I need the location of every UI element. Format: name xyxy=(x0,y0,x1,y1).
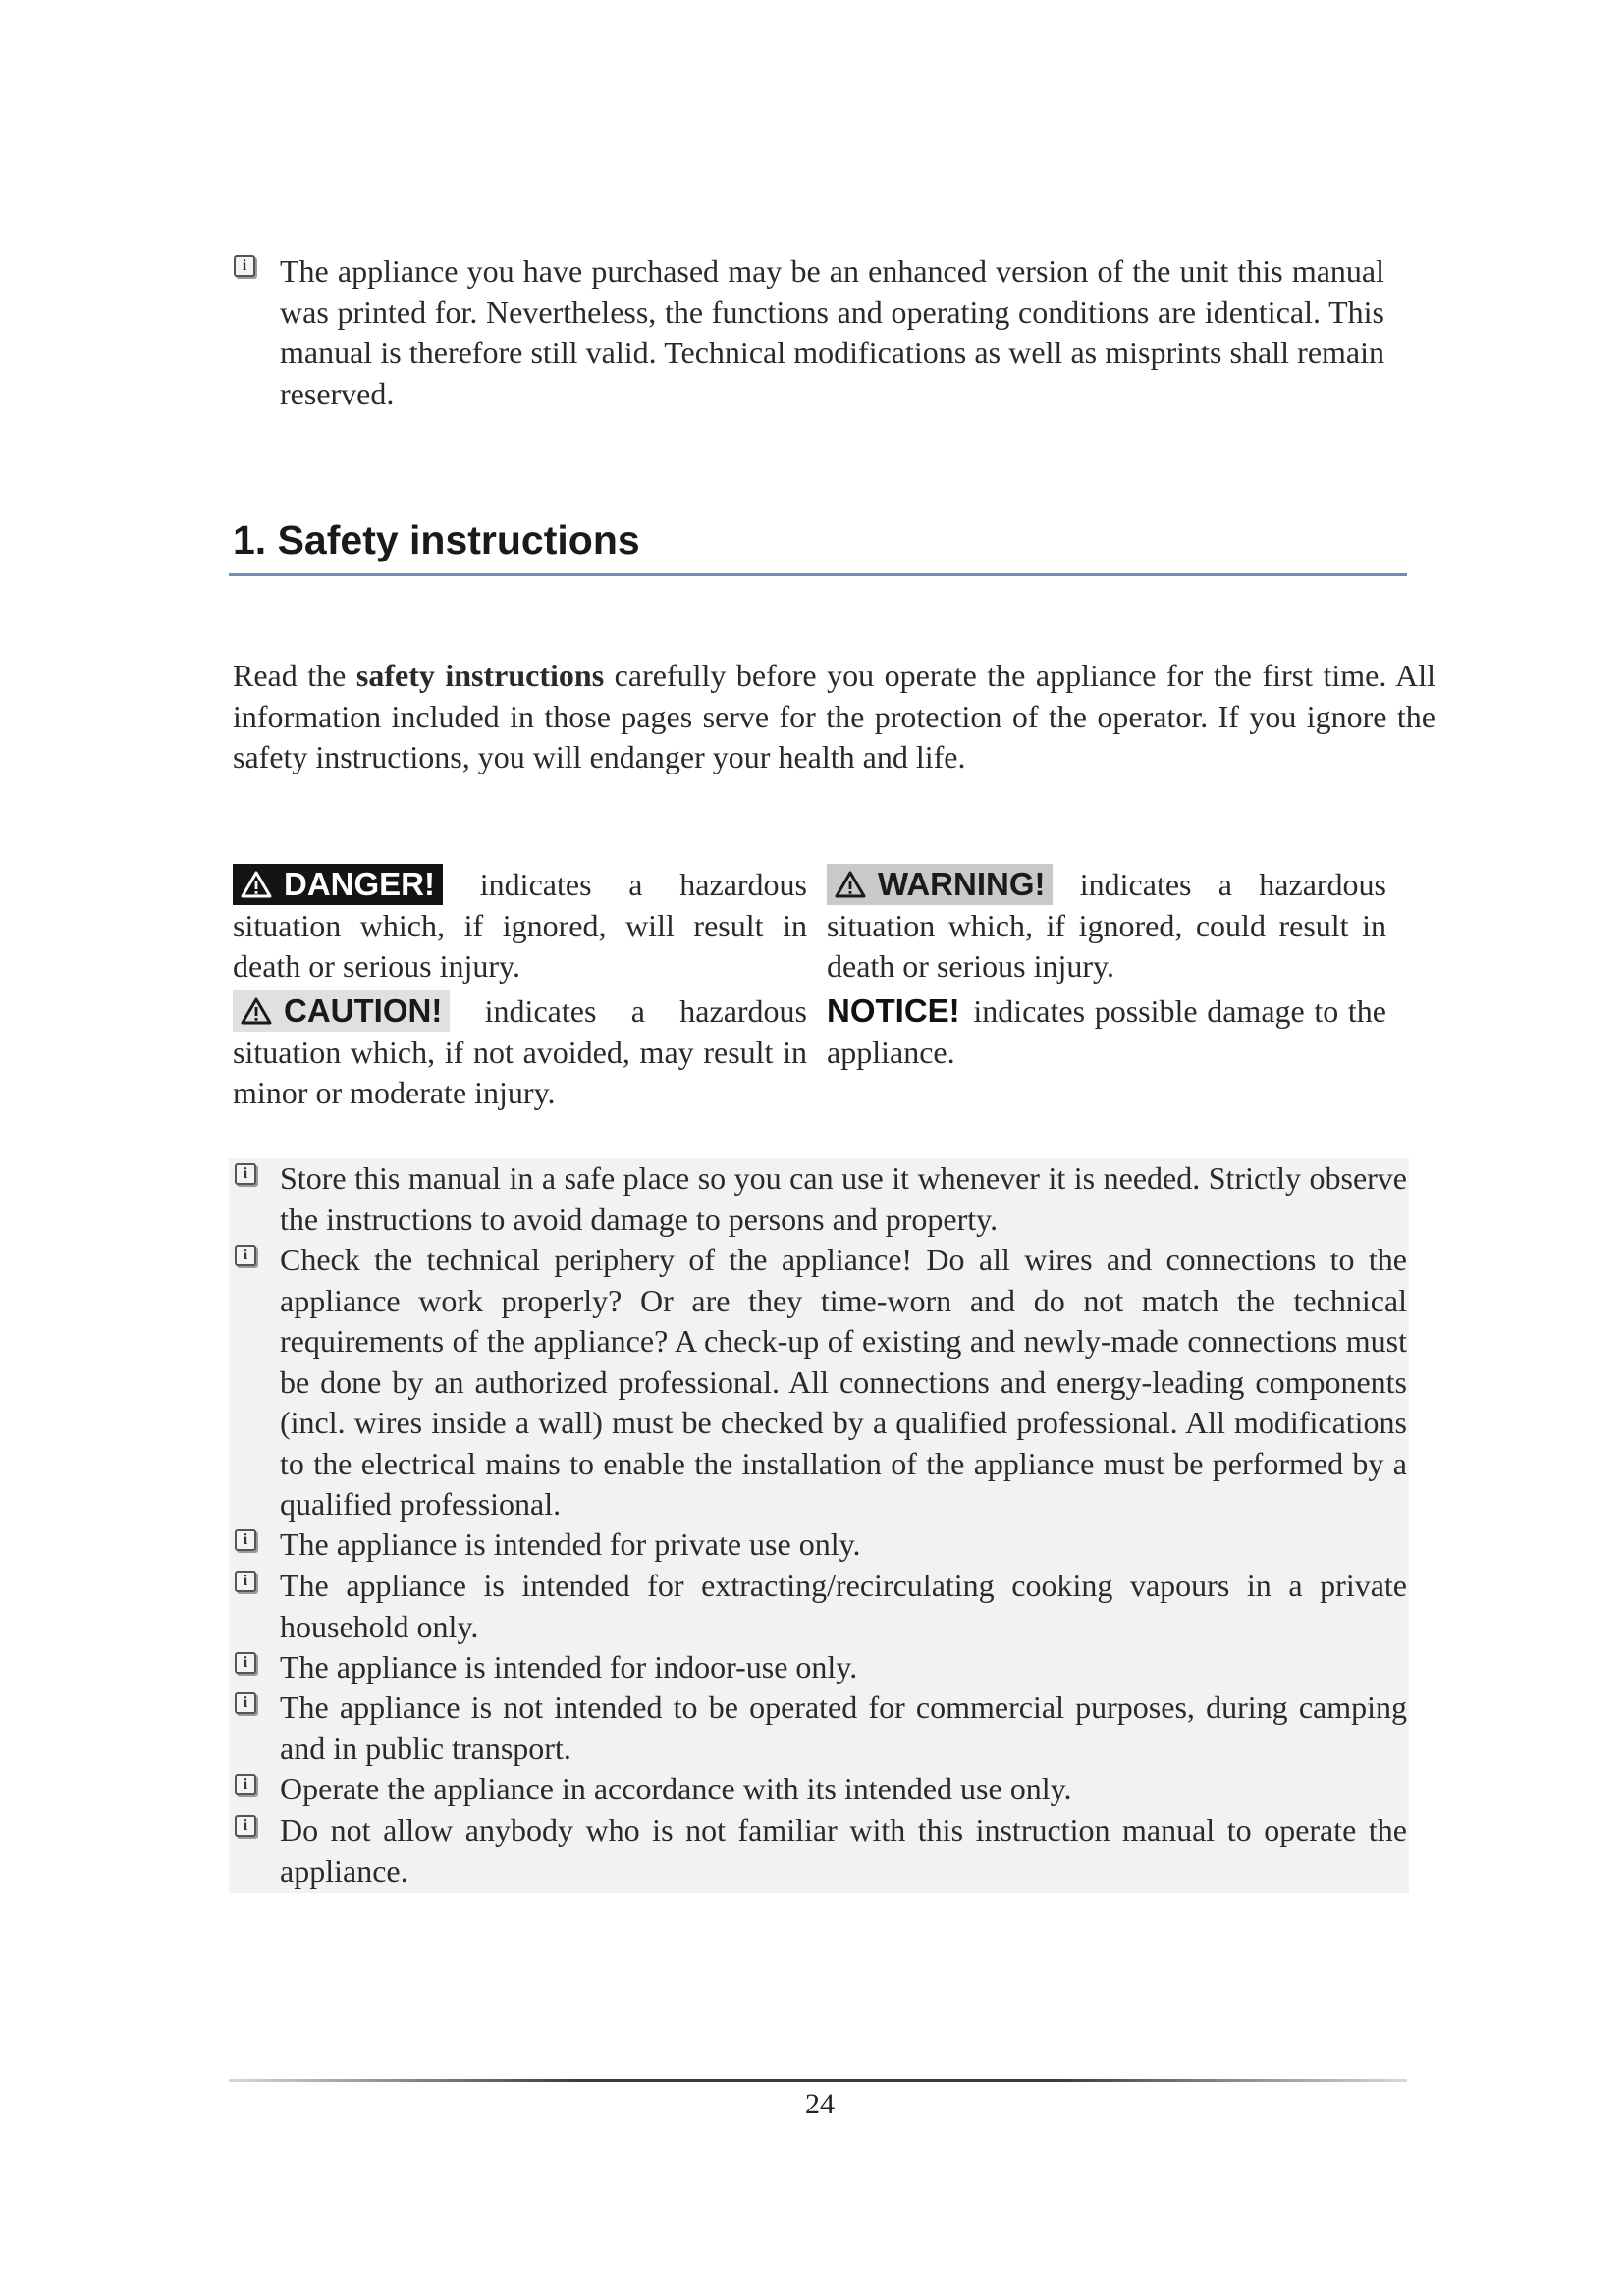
notice-label: NOTICE! xyxy=(827,992,960,1029)
footer-divider xyxy=(229,2079,1407,2082)
read-text-bold: safety instructions xyxy=(355,658,605,693)
info-item-text: Operate the appliance in accordance with its intended use only. xyxy=(280,1771,1072,1806)
warning-label: WARNING! xyxy=(878,866,1046,902)
info-icon xyxy=(235,1815,256,1837)
caution-label-chip xyxy=(233,990,450,1032)
info-item-text: The appliance is intended for indoor-use only. xyxy=(280,1649,858,1684)
info-panel xyxy=(229,1158,1409,1893)
danger-definition xyxy=(233,864,807,988)
caution-label: CAUTION! xyxy=(284,992,443,1029)
info-icon xyxy=(235,1245,256,1266)
section-title: 1. Safety instructions xyxy=(233,517,640,562)
read-text-after: carefully before you operate the appliance for the first time. All information included in those pages serve for the protection of the operator. If you ignore the safety instructions, you will endanger your health and life. xyxy=(233,658,1436,774)
safety-intro-paragraph xyxy=(233,656,1435,778)
warning-text: indicates a hazardous situation which, if ignored, could result in death or serious injury. xyxy=(827,867,1386,984)
info-item-text: The appliance is intended for private use only. xyxy=(280,1526,861,1562)
read-text-before: Read the xyxy=(233,658,356,693)
info-icon xyxy=(235,1529,256,1551)
info-item-text: Check the technical periphery of the appliance! Do all wires and connections to the appliance work properly? Or are they time-worn and do not match the technical requirements of the appliance? A check-up of existing and newly-made connections must be done by an authorized professional. All connections and energy-leading components (incl. wires inside a wall) must be checked by a qualified professional. All modifications to the electrical mains to enable the installation of the appliance must be performed by a qualified professional. xyxy=(280,1242,1407,1522)
info-icon xyxy=(235,1774,256,1795)
warning-triangle-icon xyxy=(835,871,866,898)
info-icon xyxy=(235,1692,256,1714)
warning-label-chip xyxy=(827,864,1053,905)
warning-triangle-icon xyxy=(241,997,272,1025)
info-icon xyxy=(235,1163,256,1185)
info-item-text: The appliance is not intended to be operated for commercial purposes, during camping and in public transport. xyxy=(280,1689,1407,1766)
info-icon xyxy=(235,1652,256,1674)
notice-definition xyxy=(827,990,1386,1073)
info-icon xyxy=(235,1571,256,1592)
info-icon xyxy=(234,255,255,277)
notice-text: indicates possible damage to the appliance. xyxy=(827,993,1386,1070)
info-item-text: Store this manual in a safe place so you can use it whenever it is needed. Strictly observe the instructions to avoid damage to persons and property. xyxy=(280,1160,1407,1237)
caution-definition xyxy=(233,990,807,1114)
intro-note: The appliance you have purchased may be an enhanced version of the unit this manual was printed for. Nevertheless, the functions and operating conditions are identical. This manual is therefore still valid. Technical modifications as well as misprints shall remain reserved. xyxy=(280,253,1384,411)
caution-text: indicates a hazardous situation which, if not avoided, may result in minor or moderate injury. xyxy=(233,993,807,1110)
info-item-text: Do not allow anybody who is not familiar with this instruction manual to operate the appliance. xyxy=(280,1812,1407,1889)
danger-label-chip xyxy=(233,864,443,905)
warning-definition xyxy=(827,864,1386,988)
info-item-text: The appliance is intended for extracting/recirculating cooking vapours in a private household only. xyxy=(280,1568,1407,1644)
danger-label: DANGER! xyxy=(284,866,435,902)
danger-text: indicates a hazardous situation which, if ignored, will result in death or serious injury. xyxy=(233,867,807,984)
page-number: 24 xyxy=(805,2088,835,2120)
heading-divider xyxy=(229,573,1407,576)
warning-triangle-icon xyxy=(241,871,272,898)
